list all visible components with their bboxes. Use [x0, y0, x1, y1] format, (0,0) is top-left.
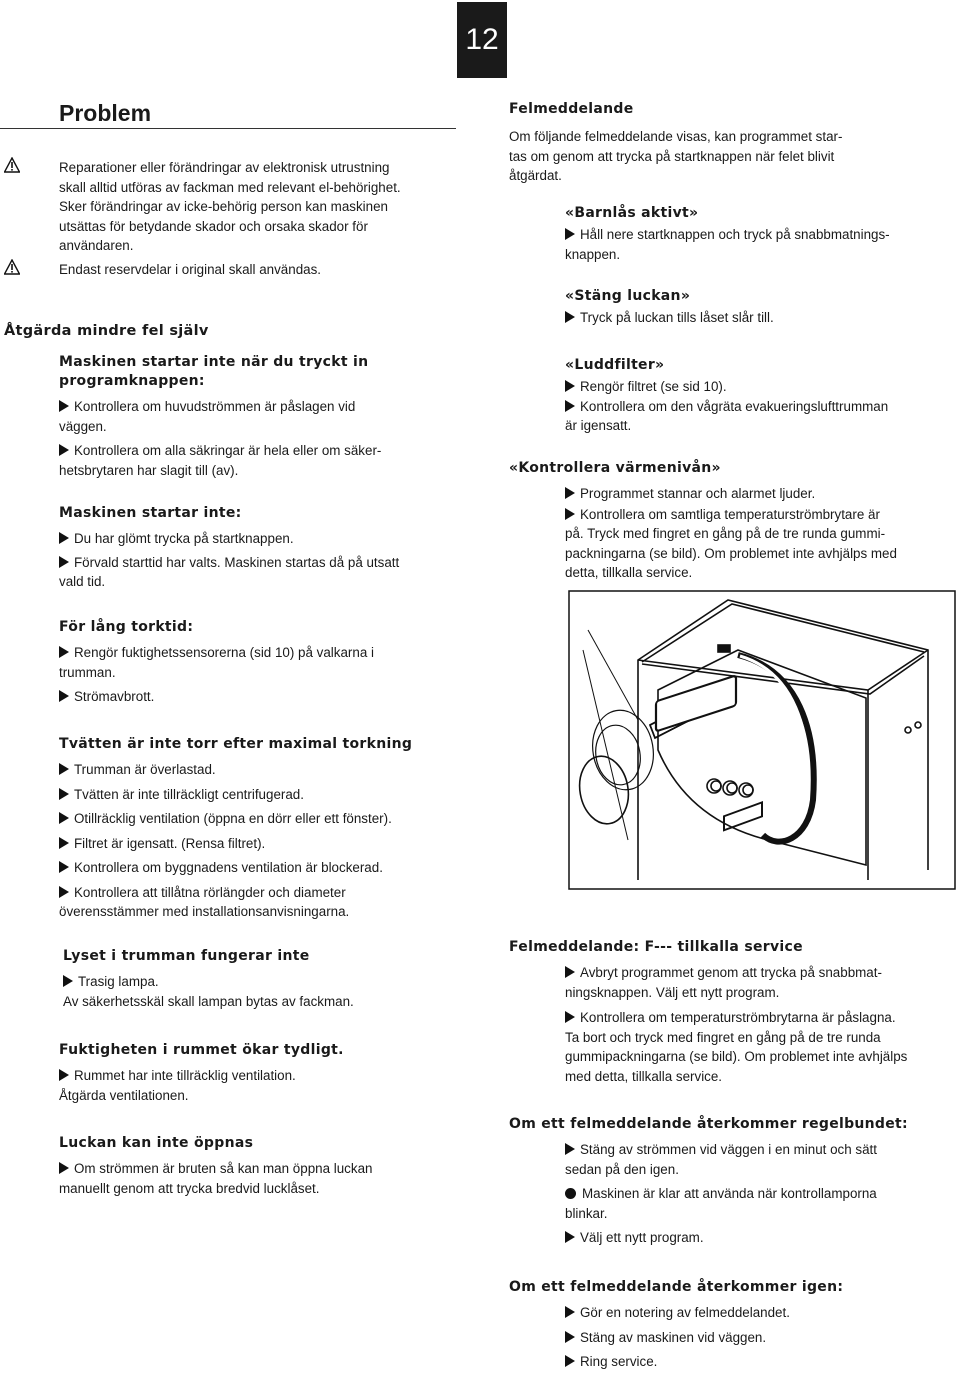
bullet-triangle-icon	[565, 1011, 575, 1023]
section-close-door	[565, 287, 955, 328]
section-heading: Tvätten är inte torr efter maximal torkning	[59, 736, 413, 752]
bullet-triangle-icon	[565, 1306, 575, 1318]
bullet-triangle-icon	[565, 1143, 575, 1155]
list-item: Om strömmen är bruten så kan man öppna luckan manuellt genom att trycka bredvid lucklåset.	[59, 1161, 373, 1196]
list-item: Filtret är igensatt. (Rensa filtret).	[59, 834, 459, 854]
list-item: Kontrollera om byggnadens ventilation är blockerad.	[59, 858, 459, 878]
bullet-triangle-icon	[565, 228, 575, 240]
warning-text-1: Reparationer eller förändringar av elektronisk utrustning skall alltid utföras av fackman med relevant el-behörighet. Sker förändringar av icke-behörig person kan maskinen utsättas för betydande skador och orsaka skador för användaren.	[59, 160, 401, 253]
section-door	[59, 1134, 459, 1198]
list-item: Tryck på luckan tills låset slår till.	[565, 308, 955, 328]
bullet-triangle-icon	[59, 690, 69, 702]
section-heading: Felmeddelande	[509, 101, 634, 117]
bullet-triangle-icon	[565, 400, 575, 412]
list-item: Avbryt programmet genom att trycka på snabbmat- ningsknappen. Välj ett nytt program.	[565, 965, 882, 1000]
warning-triangle-icon	[4, 259, 20, 275]
bullet-triangle-icon	[565, 487, 575, 499]
section-lint-filter	[565, 356, 955, 436]
list-item: Trumman är överlastad.	[59, 760, 459, 780]
section-recurring	[509, 1115, 959, 1248]
section-heading: Om ett felmeddelande återkommer igen:	[509, 1279, 844, 1295]
section-heading: Fuktigheten i rummet ökar tydligt.	[59, 1042, 344, 1058]
bullet-triangle-icon	[565, 1331, 575, 1343]
list-item: Trasig lampa. Av säkerhetsskäl skall lampan bytas av fackman.	[63, 974, 354, 1009]
section-no-start	[59, 504, 459, 592]
bullet-triangle-icon	[565, 508, 575, 520]
bullet-triangle-icon	[59, 886, 69, 898]
list-item: Kontrollera om huvudströmmen är påslagen vid väggen.	[59, 399, 356, 434]
section-no-start-program	[59, 353, 459, 480]
bullet-triangle-icon	[59, 837, 69, 849]
section-recurring-again	[509, 1278, 959, 1372]
section-lamp	[63, 947, 463, 1011]
list-item: Strömavbrott.	[59, 687, 459, 707]
section-error-message: Felmeddelande Om följande felmeddelande visas, kan programmet star- tas om genom att trycka på startknappen när felet blivit åtgärdat.	[509, 100, 954, 186]
list-item: Tvätten är inte tillräckligt centrifugerad.	[59, 785, 459, 805]
bullet-dot-icon	[565, 1188, 576, 1199]
list-item: Maskinen är klar att använda när kontrollamporna blinkar.	[565, 1186, 877, 1221]
section-not-dry	[59, 735, 459, 922]
section-heading: Lyset i trumman fungerar inte	[63, 948, 310, 964]
bullet-triangle-icon	[59, 812, 69, 824]
dryer-illustration	[568, 590, 956, 890]
list-item: Stäng av maskinen vid väggen.	[565, 1328, 959, 1348]
list-item: Ring service.	[565, 1352, 959, 1372]
section-heading: Maskinen startar inte:	[59, 505, 242, 521]
page-title: Problem	[59, 100, 152, 126]
bullet-triangle-icon	[565, 1231, 575, 1243]
list-item: Kontrollera om temperaturströmbrytarna är påslagna. Ta bort och tryck med fingret en gång på de tre runda gummipackningarna (se bild). Om problemet inte avhjälps med detta, tillkalla service.	[565, 1010, 908, 1084]
bullet-triangle-icon	[59, 400, 69, 412]
warning-text-2: Endast reservdelar i original skall användas.	[59, 262, 322, 277]
section-heat-level	[509, 459, 954, 583]
warning-triangle-icon	[4, 157, 20, 173]
list-item: Håll nere startknappen och tryck på snabbmatnings- knappen.	[565, 227, 890, 262]
list-item: Du har glömt trycka på startknappen.	[59, 529, 459, 549]
page-number: 12	[457, 2, 507, 78]
bullet-triangle-icon	[59, 532, 69, 544]
list-item: Rummet har inte tillräcklig ventilation. Åtgärda ventilationen.	[59, 1068, 296, 1103]
section-error-f	[509, 938, 959, 1086]
bullet-triangle-icon	[565, 966, 575, 978]
bullet-triangle-icon	[59, 1069, 69, 1081]
list-item: Välj ett nytt program.	[565, 1228, 959, 1248]
section-heading: För lång torktid:	[59, 619, 194, 635]
section-heading: Om ett felmeddelande återkommer regelbundet:	[509, 1116, 908, 1132]
list-item: Kontrollera om alla säkringar är hela eller om säker- hetsbrytaren har slagit till (av).	[59, 443, 382, 478]
section-heading: Felmeddelande: F--- tillkalla service	[509, 939, 803, 955]
bullet-triangle-icon	[63, 975, 73, 987]
list-item: Otillräcklig ventilation (öppna en dörr eller ett fönster).	[59, 809, 459, 829]
section-heading: Luckan kan inte öppnas	[59, 1135, 254, 1151]
list-item: Rengör filtret (se sid 10).	[565, 377, 955, 397]
bullet-triangle-icon	[59, 763, 69, 775]
bullet-triangle-icon	[59, 556, 69, 568]
section-heading: «Stäng luckan»	[565, 288, 691, 304]
section-child-lock	[565, 204, 955, 264]
section-humidity	[59, 1041, 459, 1105]
bullet-triangle-icon	[565, 380, 575, 392]
bullet-triangle-icon	[59, 788, 69, 800]
section-heading: «Barnlås aktivt»	[565, 205, 699, 221]
section-long-dry	[59, 618, 459, 707]
section-heading: Maskinen startar inte när du tryckt in programknappen:	[59, 354, 369, 389]
bullet-triangle-icon	[59, 1162, 69, 1174]
section-heading: «Luddfilter»	[565, 357, 665, 373]
bullet-triangle-icon	[59, 861, 69, 873]
list-item: Stäng av strömmen vid väggen i en minut och sätt sedan på den igen.	[565, 1142, 877, 1177]
list-item: Rengör fuktighetssensorerna (sid 10) på valkarna i trumman.	[59, 645, 374, 680]
list-item: Programmet stannar och alarmet ljuder.	[565, 484, 954, 504]
list-item: Förvald starttid har valts. Maskinen startas då på utsatt vald tid.	[59, 554, 400, 589]
section-heading: «Kontrollera värmenivån»	[509, 460, 721, 476]
title-rule	[0, 128, 456, 129]
bullet-triangle-icon	[565, 1355, 575, 1367]
list-item: Gör en notering av felmeddelandet.	[565, 1303, 959, 1323]
section-heading-fix: Åtgärda mindre fel själv	[4, 323, 209, 339]
bullet-triangle-icon	[59, 646, 69, 658]
bullet-triangle-icon	[565, 311, 575, 323]
bullet-triangle-icon	[59, 444, 69, 456]
list-item: Kontrollera att tillåtna rörlängder och diameter överensstämmer med installationsanvisningarna.	[59, 884, 350, 919]
list-item: Kontrollera om den vågräta evakueringslufttrumman är igensatt.	[565, 398, 889, 433]
list-item: Kontrollera om samtliga temperaturströmbrytare är på. Tryck med fingret en gång på de tre runda gummi- packningarna (se bild). Om problemet inte avhjälps med detta, tillkalla service.	[565, 506, 897, 580]
